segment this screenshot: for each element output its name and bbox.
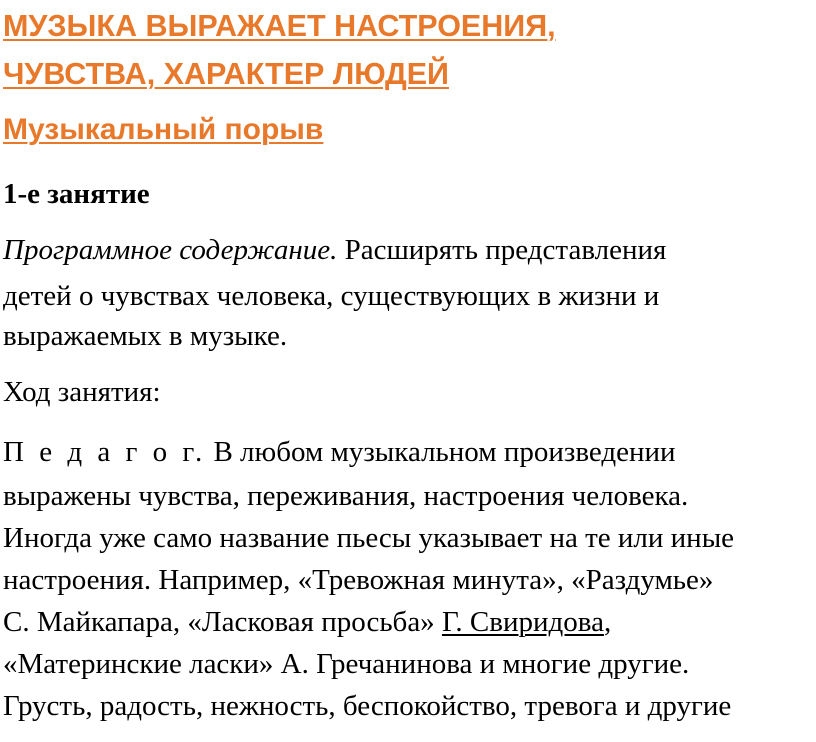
teacher-line-3: Иногда уже само название пьесы указывает на те или иные: [3, 522, 735, 554]
teacher-text-5a: С. Майкапара, «Ласковая просьба»: [3, 606, 442, 638]
teacher-line-6: «Материнские ласки» А. Гречанинова и многие другие.: [3, 648, 690, 680]
program-line-3: выражаемых в музыке.: [3, 320, 288, 352]
teacher-text-1: В любом музыкальном произведении: [206, 436, 676, 468]
progress-label: Ход занятия:: [3, 376, 161, 408]
program-text-1: Расширять представления: [337, 234, 667, 266]
program-line-1: [3, 230, 666, 270]
teacher-speaker: П е д а г о г.: [3, 436, 207, 468]
document-title: [3, 2, 556, 98]
title-line-1: МУЗЫКА ВЫРАЖАЕТ НАСТРОЕНИЯ,: [3, 9, 556, 43]
teacher-line-5: [3, 602, 611, 642]
composer-link[interactable]: Г. Свиридова: [441, 606, 604, 638]
teacher-line-4: настроения. Например, «Тревожная минута», «Раздумье»: [3, 564, 714, 596]
lesson-heading: 1-е занятие: [3, 178, 150, 210]
teacher-line-7: Грусть, радость, нежность, беспокойство, тревога и другие: [3, 690, 732, 722]
teacher-line-1: [3, 432, 676, 472]
teacher-line-2: выражены чувства, переживания, настроения человека.: [3, 480, 689, 512]
section-subtitle: Музыкальный порыв: [3, 113, 324, 146]
program-label: Программное содержание.: [3, 234, 338, 266]
teacher-text-5b: ,: [603, 606, 612, 638]
program-line-2: детей о чувствах человека, существующих в жизни и: [3, 280, 660, 312]
title-line-2: ЧУВСТВА, ХАРАКТЕР ЛЮДЕЙ: [3, 57, 449, 91]
